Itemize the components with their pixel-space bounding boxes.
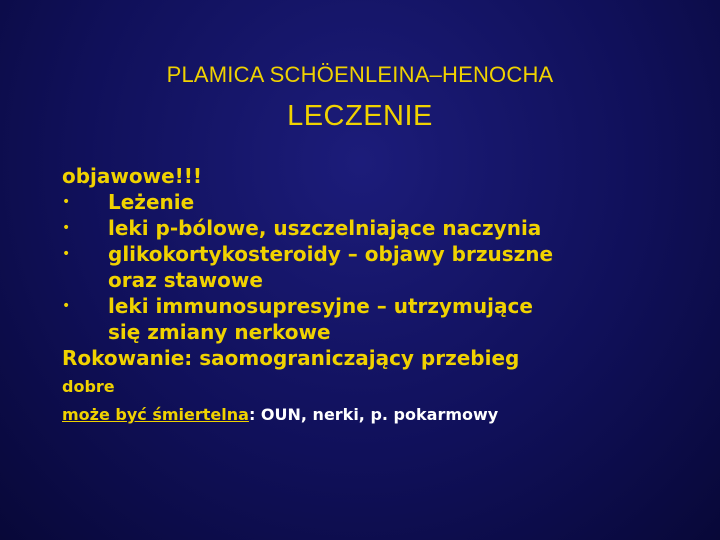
slide-body <box>62 163 702 429</box>
prognosis-good: dobre <box>62 377 115 396</box>
list-item <box>62 241 702 293</box>
list-item-text: glikokortykosteroidy – objawy brzuszne <box>108 242 554 266</box>
list-item-text-continued: się zmiany nerkowe <box>108 320 331 344</box>
slide-title: PLAMICA SCHÖENLEINA–HENOCHA <box>166 62 554 87</box>
bullet-icon: • <box>62 246 71 262</box>
intro-line: objawowe!!! <box>62 164 203 188</box>
fatal-line <box>62 401 702 429</box>
list-item <box>62 215 702 241</box>
list-item-text: Leżenie <box>108 190 195 214</box>
bullet-icon: • <box>62 194 71 210</box>
list-item-text: leki immunosupresyjne – utrzymujące <box>108 294 533 318</box>
list-item-text: leki p-bólowe, uszczelniające naczynia <box>108 216 542 240</box>
list-item <box>62 189 702 215</box>
prognosis-line: Rokowanie: saomograniczający przebieg <box>62 346 520 370</box>
list-item <box>62 293 702 345</box>
fatal-detail: OUN, nerki, p. pokarmowy <box>255 405 499 424</box>
slide-subtitle: LECZENIE <box>287 100 433 132</box>
bullet-icon: • <box>62 220 71 236</box>
bullet-icon: • <box>62 298 71 314</box>
list-item-text-continued: oraz stawowe <box>108 268 263 292</box>
fatal-colon: : <box>248 405 256 424</box>
fatal-label: może być śmiertelna <box>62 405 249 424</box>
